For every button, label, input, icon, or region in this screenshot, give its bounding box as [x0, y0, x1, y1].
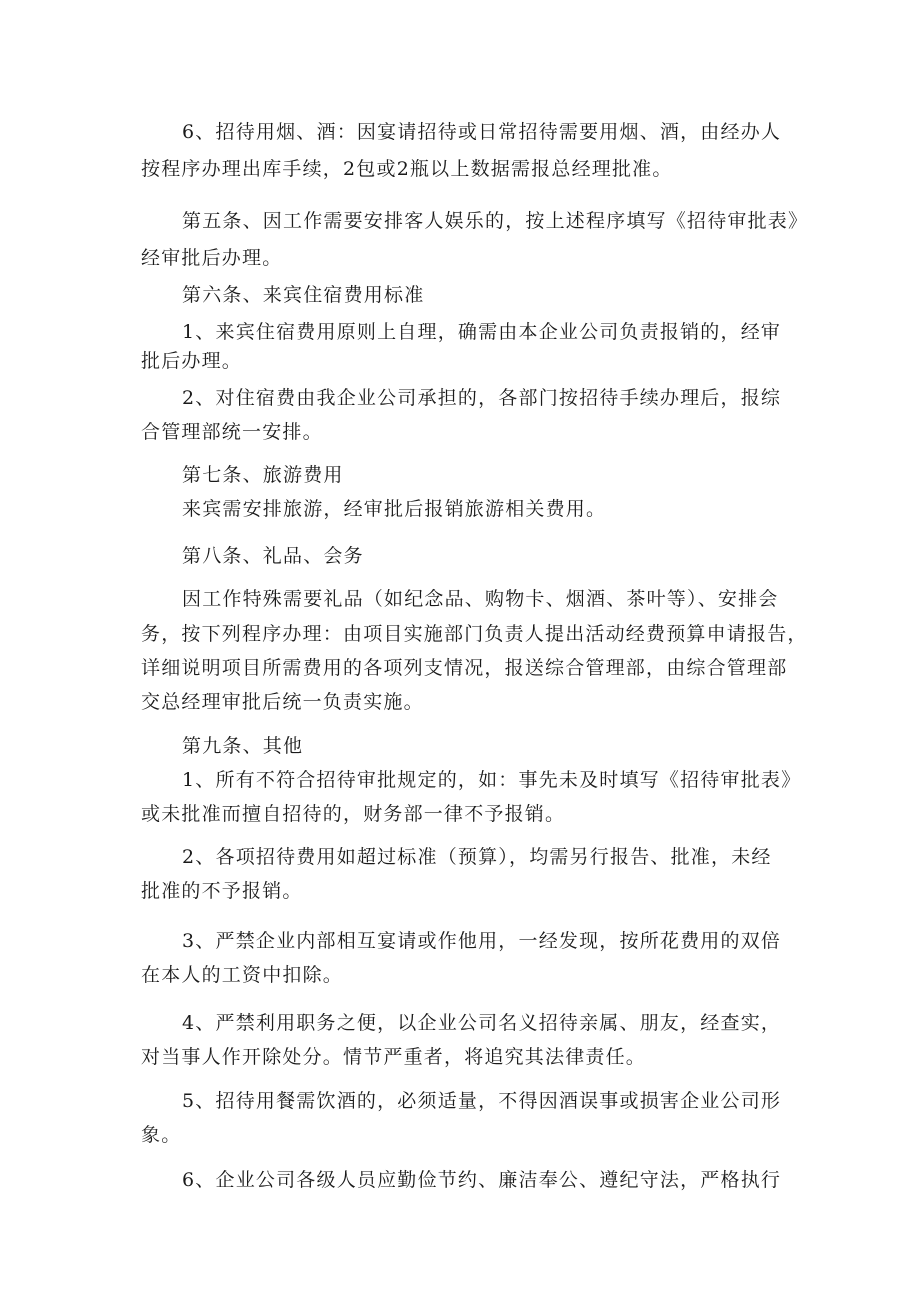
- text-line: 务，按下列程序办理：由项目实施部门负责人提出活动经费预算申请报告，: [141, 623, 808, 645]
- section-heading: 第九条、其他: [182, 735, 304, 757]
- text-line: 批后办理。: [141, 350, 243, 372]
- text-line: 详细说明项目所需费用的各项列支情况，报送综合管理部，由综合管理部: [141, 657, 788, 679]
- text-line: 来宾需安排旅游，经审批后报销旅游相关费用。: [182, 498, 607, 520]
- text-line: 批准的不予报销。: [141, 880, 303, 902]
- text-line: 1、来宾住宿费用原则上自理，确需由本企业公司负责报销的，经审: [182, 321, 782, 343]
- text-line: 经审批后办理。: [141, 247, 283, 269]
- text-line: 4、严禁利用职务之便，以企业公司名义招待亲属、朋友，经查实，: [182, 1012, 782, 1034]
- text-line: 在本人的工资中扣除。: [141, 964, 344, 986]
- text-line: 5、招待用餐需饮酒的，必须适量，不得因酒误事或损害企业公司形: [182, 1090, 782, 1112]
- text-line: 按程序办理出库手续，2包或2瓶以上数据需报总经理批准。: [141, 158, 673, 180]
- text-line: 2、各项招待费用如超过标准（预算），均需另行报告、批准，未经: [182, 846, 772, 868]
- text-line: 1、所有不符合招待审批规定的，如：事先未及时填写《招待审批表》: [182, 769, 802, 791]
- text-line: 6、企业公司各级人员应勤俭节约、廉洁奉公、遵纪守法，严格执行: [182, 1169, 782, 1191]
- text-line: 对当事人作开除处分。情节严重者，将追究其法律责任。: [141, 1046, 647, 1068]
- text-line: 3、严禁企业内部相互宴请或作他用，一经发现，按所花费用的双倍: [182, 930, 782, 952]
- text-line: 象。: [141, 1124, 182, 1146]
- text-line: 合管理部统一安排。: [141, 421, 323, 443]
- text-line: 因工作特殊需要礼品（如纪念品、购物卡、烟酒、茶叶等）、安排会: [182, 588, 779, 610]
- text-line: 或未批准而擅自招待的，财务部一律不予报销。: [141, 803, 566, 825]
- section-heading: 第七条、旅游费用: [182, 464, 344, 486]
- text-line: 2、对住宿费由我企业公司承担的，各部门按招待手续办理后，报综: [182, 387, 782, 409]
- section-heading: 第六条、来宾住宿费用标准: [182, 284, 425, 306]
- section-heading: 第八条、礼品、会务: [182, 545, 364, 567]
- text-line: 6、招待用烟、酒：因宴请招待或日常招待需要用烟、酒，由经办人: [182, 121, 782, 143]
- text-line: 第五条、因工作需要安排客人娱乐的，按上述程序填写《招待审批表》: [182, 210, 809, 232]
- text-line: 交总经理审批后统一负责实施。: [141, 691, 424, 713]
